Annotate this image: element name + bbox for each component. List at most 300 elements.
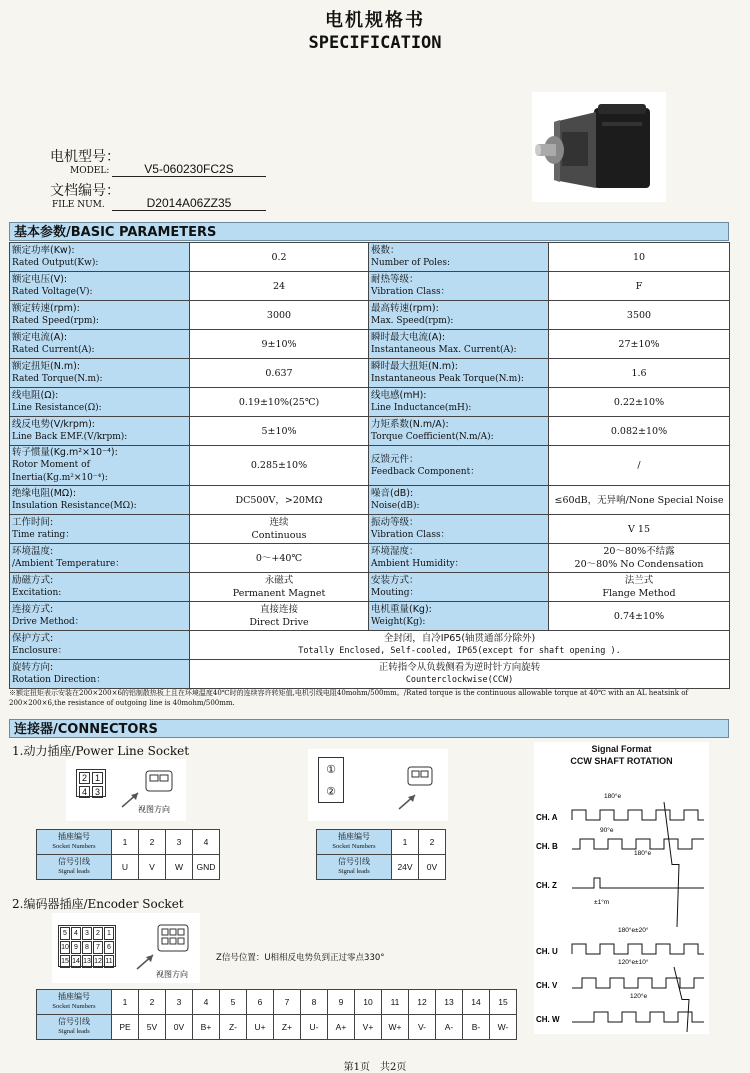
timing-annotation: ±1°m [594, 899, 610, 906]
param-value-text-en: Flange Method [602, 588, 676, 599]
timing-annotation: 120°e [630, 993, 648, 1000]
param-label-en: Max. Speed(rpm): [371, 316, 454, 326]
pin-cell: 5 [60, 927, 70, 940]
param-value-text: / [637, 460, 641, 471]
param-value-text: 1.6 [631, 367, 647, 379]
pin-number: 1 [392, 830, 419, 855]
param-value-text: 0.74±10% [613, 610, 665, 622]
pin-signal: W [166, 855, 193, 880]
z-signal-note: Z信号位置：U相相反电势负到正过零点330° [216, 953, 385, 963]
timing-annotation: 120°e±10° [618, 959, 649, 966]
hdr-en: Signal leads [58, 1028, 90, 1035]
param-value [549, 573, 730, 602]
param-value-text: 0～+40℃ [255, 552, 303, 564]
pin-signal: B- [463, 1015, 490, 1040]
spec-row [10, 301, 730, 330]
param-value-text-en: Permanent Magnet [232, 588, 326, 599]
model-label-cn: 电机型号： [50, 149, 120, 165]
param-label-en: /Ambient Temperature： [12, 559, 125, 569]
param-label-cn: 额定转速(rpm): [12, 303, 80, 314]
param-label-en: Rated Voltage(V): [12, 287, 93, 297]
arrow-icon [396, 791, 418, 811]
param-label [10, 544, 190, 573]
param-value-text: 24 [272, 280, 286, 292]
timing-annotation: 180°e [634, 850, 652, 857]
title-cn: 电机规格书 [325, 10, 425, 31]
param-value-text: 法兰式 [624, 575, 654, 586]
param-label-cn: 瞬时最大电流(A): [371, 332, 446, 343]
param-value [190, 544, 369, 573]
pin-signal: U- [301, 1015, 328, 1040]
param-value [190, 359, 369, 388]
param-label-cn: 瞬时最大扭矩(N.m): [371, 361, 458, 372]
pin-signal: V+ [355, 1015, 382, 1040]
pin-cell: 2 [93, 927, 103, 940]
pin-number: 5 [220, 990, 247, 1015]
param-label-cn: 转子惯量(Kg.m²×10⁻⁴): [12, 447, 118, 458]
waveform [572, 839, 704, 849]
signal-format-subtitle: CCW SHAFT ROTATION [570, 756, 673, 766]
param-label-en: Enclosure： [12, 646, 67, 656]
param-label-cn: 线电感(mH): [371, 390, 427, 401]
param-label-cn: 线反电势(V/krpm): [12, 419, 96, 430]
pin-number: 3 [166, 990, 193, 1015]
param-label-cn: 振动等级： [371, 517, 419, 528]
pin-signal: W- [490, 1015, 517, 1040]
param-label-en: Time rating： [12, 530, 75, 540]
pin-number: 13 [436, 990, 463, 1015]
pin-signal: 24V [392, 855, 419, 880]
channel-label: CH. U [536, 947, 558, 956]
pin-signal: Z- [220, 1015, 247, 1040]
param-label [369, 446, 549, 486]
encoder-pin-table [36, 989, 517, 1040]
pin-number: 12 [409, 990, 436, 1015]
power-pin-grid [76, 769, 106, 797]
pin-cell: 3 [82, 927, 92, 940]
pin-cell: 12 [93, 955, 103, 968]
signal-format-title: Signal Format [591, 744, 652, 754]
param-label-en: Rotor Moment of Inertia(Kg.m²×10⁻⁴): [12, 460, 108, 483]
param-label [369, 602, 549, 631]
pin-number: 2 [139, 830, 166, 855]
pin-cell: 11 [104, 955, 114, 968]
power-socket-title: 1.动力插座/Power Line Socket [12, 744, 190, 758]
param-label-cn: 工作时间: [12, 517, 54, 528]
pin-number: 9 [328, 990, 355, 1015]
model-value: V5-060230FC2S [112, 162, 266, 177]
param-value [190, 631, 730, 660]
param-value [190, 515, 369, 544]
param-value-text: 永磁式 [264, 575, 294, 586]
param-value-text: 27±10% [618, 338, 660, 350]
channel-label: CH. A [536, 813, 558, 822]
param-label-cn: 环境温度: [12, 546, 54, 557]
spec-row [10, 388, 730, 417]
param-value [190, 602, 369, 631]
param-value-text: V 15 [628, 523, 650, 535]
param-value-text: 3500 [626, 309, 652, 321]
pin-number: 7 [274, 990, 301, 1015]
param-label [10, 417, 190, 446]
channel-label: CH. V [536, 981, 558, 990]
pin-number: 2 [419, 830, 446, 855]
pin-number: 8 [301, 990, 328, 1015]
hdr-en: Signal leads [58, 868, 90, 875]
param-label-en: Excitation: [12, 588, 62, 598]
hdr-en: Signal leads [338, 868, 370, 875]
param-value-text: 0.637 [265, 367, 293, 379]
spec-row [10, 486, 730, 515]
param-value [549, 515, 730, 544]
param-label-cn: 连接方式: [12, 604, 54, 615]
power-socket-2-figure [308, 749, 448, 821]
param-value [549, 330, 730, 359]
timing-annotation: 90°e [600, 827, 614, 834]
param-label-cn: 励磁方式: [12, 575, 54, 586]
param-label-en: Mouting： [371, 588, 419, 598]
hdr-en: Socket Numbers [332, 843, 376, 850]
param-label-cn: 线电阻(Ω): [12, 390, 59, 401]
spec-table [9, 242, 730, 689]
hdr-cn: 插座编号 [58, 992, 90, 1001]
connector-plug-icon [140, 763, 180, 799]
param-label-cn: 额定功率(Kw): [12, 245, 75, 256]
param-value [549, 417, 730, 446]
pin-number: 6 [247, 990, 274, 1015]
param-label-en: Number of Poles: [371, 258, 451, 268]
param-label [369, 330, 549, 359]
encoder-pin-grid [58, 925, 116, 967]
param-label [369, 486, 549, 515]
param-label-en: Rotation Direction： [12, 675, 106, 685]
param-label [369, 301, 549, 330]
timing-annotation: 180°e [604, 793, 622, 800]
spec-row [10, 243, 730, 272]
pin-cell: 14 [71, 955, 81, 968]
motor-photo [532, 92, 666, 202]
servo-motor-image [532, 92, 666, 202]
pin-cell: 6 [104, 941, 114, 954]
param-label-en: Instantaneous Peak Torque(N.m): [371, 374, 524, 384]
param-label-cn: 安装方式： [371, 575, 419, 586]
param-label-en: Torque Coefficient(N.m/A): [371, 432, 494, 442]
pin-number: 10 [355, 990, 382, 1015]
pin-cell: 1 [104, 927, 114, 940]
param-label-en: Weight(Kg): [371, 617, 426, 627]
channel-label: CH. W [536, 1015, 560, 1024]
param-label-cn: 最高转速(rpm): [371, 303, 439, 314]
param-value [549, 388, 730, 417]
param-value-text: DC500V，>20MΩ [235, 494, 323, 506]
param-value-text-en: Continuous [251, 530, 307, 541]
spec-row [10, 573, 730, 602]
title-en: SPECIFICATION [308, 33, 442, 53]
param-value-text: ≤60dB，无异响/None Special Noise [554, 494, 724, 506]
connectors-header: 连接器/CONNECTORS [9, 719, 729, 738]
signal-leads-header [37, 1015, 112, 1040]
param-value-text-en: Direct Drive [249, 617, 309, 628]
param-label [369, 544, 549, 573]
break-line [664, 802, 679, 927]
param-value-text: 10 [632, 251, 646, 263]
hdr-cn: 信号引线 [58, 1017, 90, 1026]
param-value-text: 正转指令从负载侧看为逆时针方向旋转 [378, 662, 541, 673]
pin-signal: 0V [419, 855, 446, 880]
power-socket-figure [66, 759, 186, 821]
param-label [369, 417, 549, 446]
param-value-text: 5±10% [261, 425, 297, 437]
view-direction-label: 视图方向 [156, 970, 188, 979]
socket-numbers-header [317, 830, 392, 855]
param-label-cn: 电机重量(Kg): [371, 604, 432, 615]
pin-number: 11 [382, 990, 409, 1015]
pin-cell: 4 [71, 927, 81, 940]
param-value [190, 446, 369, 486]
param-value-text-en: Counterclockwise(CCW) [405, 675, 514, 685]
pin-signal: A- [436, 1015, 463, 1040]
param-value-text: 全封闭，自冷IP65(轴贯通部分除外) [383, 633, 536, 644]
pin-signal: B+ [193, 1015, 220, 1040]
spec-row [10, 631, 730, 660]
pin-cell: 8 [82, 941, 92, 954]
param-label-en: Rated Speed(rpm): [12, 316, 99, 326]
hdr-en: Socket Numbers [52, 1003, 96, 1010]
file-label-en: FILE NUM. [52, 200, 105, 210]
pin-cell: ② [326, 784, 336, 798]
param-label-cn: 旋转方向: [12, 662, 54, 673]
param-label-cn: 保护方式: [12, 633, 54, 644]
param-label-en: Drive Method： [12, 617, 84, 627]
connector-plug-icon [154, 919, 194, 959]
hdr-en: Socket Numbers [52, 843, 96, 850]
param-label [369, 515, 549, 544]
spec-row [10, 417, 730, 446]
param-label-en: Instantaneous Max. Current(A): [371, 345, 517, 355]
param-label-cn: 额定扭矩(N.m): [12, 361, 80, 372]
param-label-cn: 额定电流(A): [12, 332, 68, 343]
pin-signal: U+ [247, 1015, 274, 1040]
signal-leads-header [317, 855, 392, 880]
pin-signal: V- [409, 1015, 436, 1040]
param-value-text: 0.285±10% [250, 460, 308, 471]
param-value-text: 3000 [266, 309, 292, 321]
param-label [10, 388, 190, 417]
param-label-en: Rated Current(A): [12, 345, 95, 355]
param-label [10, 301, 190, 330]
pin-signal: W+ [382, 1015, 409, 1040]
signal-waveforms [534, 742, 709, 1034]
pin-number: 4 [193, 830, 220, 855]
pin-cell: 7 [93, 941, 103, 954]
param-label [369, 388, 549, 417]
socket-numbers-header [37, 990, 112, 1015]
param-value [190, 272, 369, 301]
param-label [369, 359, 549, 388]
power-2-pin-grid [318, 757, 344, 803]
param-value [190, 243, 369, 272]
param-label-en: Insulation Resistance(MΩ): [12, 501, 137, 511]
pin-signal: 0V [166, 1015, 193, 1040]
pin-signal: PE [112, 1015, 139, 1040]
param-label-en: Ambient Humidity： [371, 559, 464, 569]
param-label [10, 631, 190, 660]
param-value-text: 0.19±10%(25℃) [238, 396, 320, 408]
param-value [549, 359, 730, 388]
pin-number: 1 [112, 830, 139, 855]
param-label-cn: 力矩系数(N.m/A): [371, 419, 449, 430]
param-label-cn: 噪音(dB): [371, 488, 414, 499]
spec-row [10, 359, 730, 388]
param-value-text: F [635, 280, 643, 292]
hdr-cn: 插座编号 [338, 832, 370, 841]
pin-number: 1 [112, 990, 139, 1015]
basic-parameters-header: 基本参数/BASIC PARAMETERS [9, 222, 729, 241]
pin-signal: Z+ [274, 1015, 301, 1040]
param-label-en: Line Inductance(mH): [371, 403, 472, 413]
pin-signal: V [139, 855, 166, 880]
param-label-cn: 反馈元件： [371, 453, 419, 465]
param-value [190, 573, 369, 602]
param-value-text: 连续 [269, 517, 289, 528]
torque-note: ※额定扭矩表示安装在200×200×6的铝制散热板上且在环境温度40℃时的连续容许转矩值,电机引线电阻40mohm/500mm。/Rated torque is the continuous allowable torque at 40℃ with an AL heatsink of 200×200×6,the resistance of outgoing line is 40mohm/500mm. [9, 689, 689, 707]
param-label-en: Rated Torque(N.m): [12, 374, 103, 384]
param-label-cn: 耐热等级： [371, 274, 419, 285]
spec-row [10, 544, 730, 573]
hdr-cn: 信号引线 [58, 857, 90, 866]
file-label-cn: 文档编号： [50, 183, 120, 199]
param-label [369, 243, 549, 272]
pin-cell: 9 [71, 941, 81, 954]
param-value [549, 446, 730, 486]
param-label [10, 602, 190, 631]
connector-plug-icon [404, 759, 440, 793]
param-label [10, 272, 190, 301]
param-value [190, 417, 369, 446]
pin-cell: 13 [82, 955, 92, 968]
arrow-icon [134, 951, 156, 971]
param-value [190, 330, 369, 359]
pin-cell: 4 [79, 786, 90, 798]
pin-cell: 1 [92, 772, 103, 784]
pin-cell: 2 [79, 772, 90, 784]
param-label [369, 573, 549, 602]
pin-number: 14 [463, 990, 490, 1015]
param-value [190, 388, 369, 417]
param-value-text: 20～80%不结露 [603, 546, 675, 557]
pin-cell: 3 [92, 786, 103, 798]
page-footer: 第1页 共2页 [343, 1062, 407, 1073]
spec-row [10, 660, 730, 689]
param-label [369, 272, 549, 301]
file-value: D2014A06ZZ35 [112, 196, 266, 211]
param-label-cn: 绝缘电阻(MΩ): [12, 488, 77, 499]
pin-number: 2 [139, 990, 166, 1015]
param-label-en: Vibration Class： [371, 287, 450, 297]
param-value [190, 301, 369, 330]
param-label [10, 359, 190, 388]
signal-format-diagram [534, 742, 709, 1034]
param-value [190, 486, 369, 515]
param-value [190, 660, 730, 689]
spec-row [10, 602, 730, 631]
param-value-text: 0.082±10% [610, 425, 668, 437]
param-label-en: Line Back EMF.(V/krpm): [12, 432, 128, 442]
waveform [572, 810, 704, 820]
pin-number: 3 [166, 830, 193, 855]
param-value-text-en: 20～80% No Condensation [574, 559, 704, 570]
pin-signal: U [112, 855, 139, 880]
param-value-text: 0.22±10% [613, 396, 665, 408]
socket-numbers-header [37, 830, 112, 855]
pin-signal: A+ [328, 1015, 355, 1040]
param-value-text-en: Totally Enclosed, Self-cooled, IP65(except for shaft opening ). [298, 646, 621, 656]
param-label-cn: 环境湿度： [371, 546, 419, 557]
pin-number: 15 [490, 990, 517, 1015]
param-label-cn: 额定电压(V): [12, 274, 68, 285]
channel-label: CH. Z [536, 881, 557, 890]
spec-row [10, 330, 730, 359]
channel-label: CH. B [536, 842, 558, 851]
param-value [549, 243, 730, 272]
spec-row [10, 272, 730, 301]
waveform [572, 1012, 704, 1022]
param-value [549, 486, 730, 515]
param-label [10, 573, 190, 602]
pin-signal: GND [193, 855, 220, 880]
waveform [572, 944, 704, 954]
hdr-cn: 信号引线 [338, 857, 370, 866]
param-value-text: 0.2 [271, 251, 287, 263]
pin-cell: 10 [60, 941, 70, 954]
param-label [10, 243, 190, 272]
pin-cell: 15 [60, 955, 70, 968]
param-label-en: Vibration Class： [371, 530, 450, 540]
pin-cell: ① [326, 762, 336, 776]
param-label [10, 330, 190, 359]
timing-annotation: 180°e±20° [618, 927, 649, 934]
param-label-en: Line Resistance(Ω): [12, 403, 102, 413]
waveform [572, 978, 704, 988]
param-label-cn: 极数： [371, 245, 400, 256]
power-2-pin-table [316, 829, 446, 880]
model-label-en: MODEL: [70, 166, 110, 176]
param-value-text: 直接连接 [259, 604, 298, 615]
spec-row [10, 515, 730, 544]
pin-signal: 5V [139, 1015, 166, 1040]
param-value [549, 301, 730, 330]
param-label-en: Feedback Component： [371, 466, 480, 477]
view-direction-label: 视图方向 [138, 805, 170, 814]
param-label-en: Noise(dB): [371, 501, 420, 511]
waveform-z [572, 878, 704, 888]
spec-row [10, 446, 730, 486]
param-value [549, 272, 730, 301]
power-pin-table [36, 829, 220, 880]
param-label [10, 515, 190, 544]
hdr-cn: 插座编号 [58, 832, 90, 841]
encoder-socket-title: 2.编码器插座/Encoder Socket [12, 897, 184, 911]
param-value [549, 602, 730, 631]
param-label [10, 446, 190, 486]
signal-leads-header [37, 855, 112, 880]
pin-number: 4 [193, 990, 220, 1015]
param-label [10, 660, 190, 689]
param-value-text: 9±10% [261, 338, 297, 350]
param-value [549, 544, 730, 573]
param-label [10, 486, 190, 515]
encoder-socket-figure [52, 913, 200, 983]
